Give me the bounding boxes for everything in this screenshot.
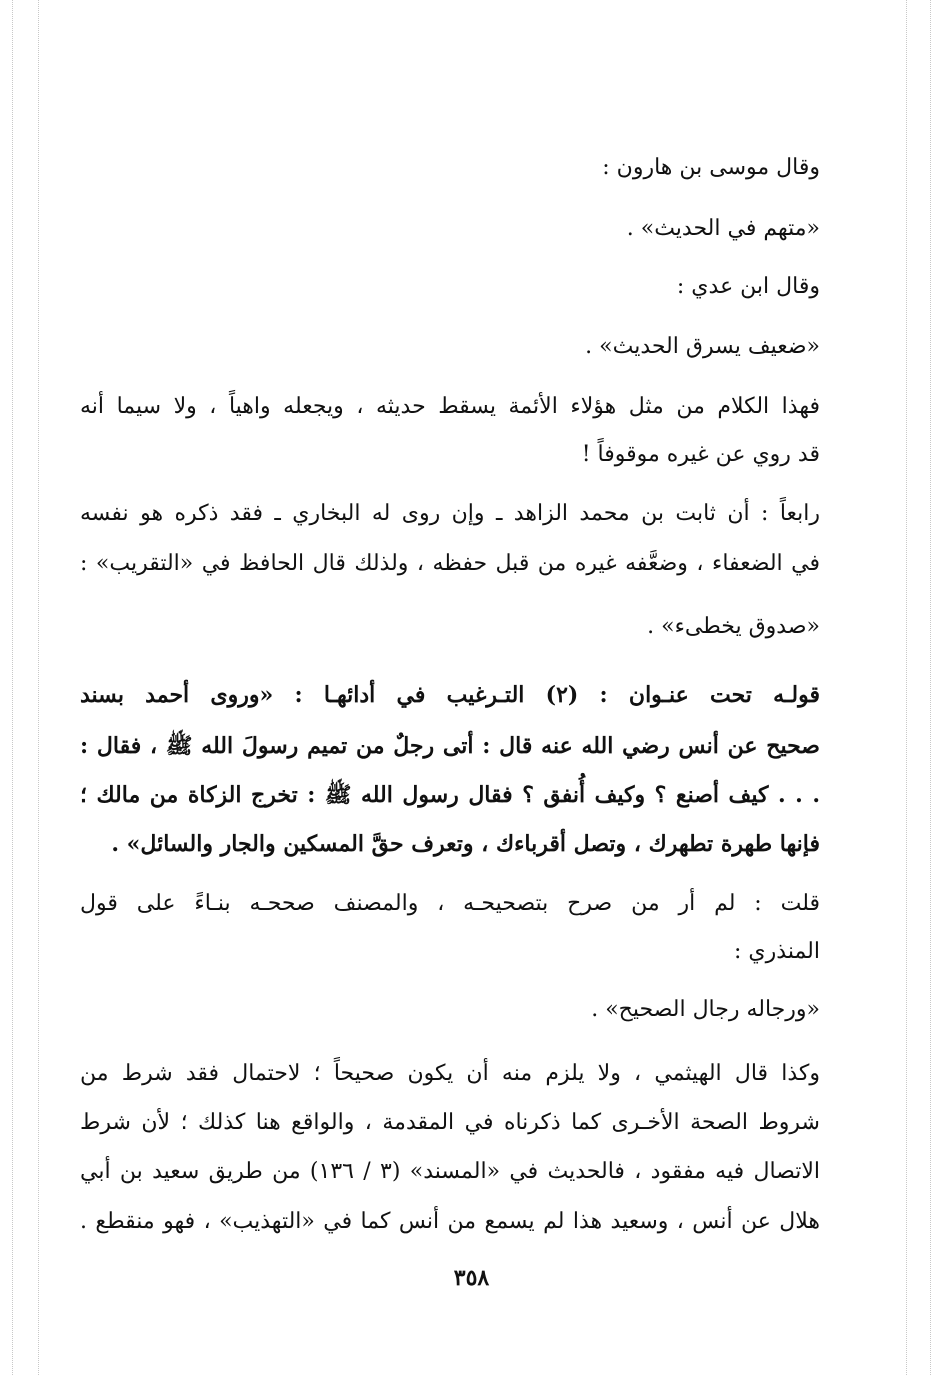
text-line: «صدوق يخطىء» . <box>647 614 820 639</box>
quoted-text-line: فإنها طهرة تطهرك ، وتصل أقرباءك ، وتعرف حقَّ المسكين والجار والسائل» . <box>111 831 820 857</box>
text-line: وقال ابن عدي : <box>676 274 820 299</box>
quoted-text-line: قولـه تحت عنـوان : (٢) التـرغيب في أدائهـا : «وروى أحمد بسند <box>80 682 820 708</box>
text-line: الاتصال فيه مفقود ، فالحديث في «المسند» (٣ / ١٣٦) من طريق سعيد بن أبي <box>80 1159 821 1184</box>
text-line: «ورجاله رجال الصحيح» . <box>591 997 820 1022</box>
scan-edge-left-inner <box>38 0 39 1375</box>
text-line: المنذري : <box>734 939 820 964</box>
text-line: «متهم في الحديث» . <box>626 216 820 241</box>
text-line: قلت : لم أر من صرح بتصحيحـه ، والمصنف صححـه بنـاءً على قول <box>80 891 820 916</box>
text-line: وقال موسى بن هارون : <box>602 155 820 180</box>
text-line: شروط الصحة الأخـرى كما ذكرناه في المقدمة ، والواقع هنا كذلك ؛ لأن شرط <box>80 1110 820 1135</box>
quoted-text-line: . . . كيف أصنع ؟ وكيف أُنفق ؟ فقال رسول الله ﷺ : تخرج الزكاة من مالك ؛ <box>80 782 820 808</box>
quoted-text-line: صحيح عن أنس رضي الله عنه قال : أتى رجلٌ من تميم رسولَ الله ﷺ ، فقال : <box>80 733 820 759</box>
text-line: قد روي عن غيره موقوفاً ! <box>581 442 820 467</box>
text-line: وكذا قال الهيثمي ، ولا يلزم منه أن يكون صحيحاً ؛ لاحتمال فقد شرط من <box>80 1061 820 1086</box>
text-line: في الضعفاء ، وضعَّفه غيره من قبل حفظه ، ولذلك قال الحافظ في «التقريب» : <box>80 551 820 576</box>
text-line: فهذا الكلام من مثل هؤلاء الأئمة يسقط حديثه ، ويجعله واهياً ، ولا سيما أنه <box>80 394 820 419</box>
text-line: هلال عن أنس ، وسعيد هذا لم يسمع من أنس كما في «التهذيب» ، فهو منقطع . <box>80 1209 820 1234</box>
text-line: رابعاً : أن ثابت بن محمد الزاهد ـ وإن روى له البخاري ـ فقد ذكره هو نفسه <box>80 501 820 526</box>
page-number: ٣٥٨ <box>453 1265 490 1291</box>
scan-edge-right-inner <box>906 0 907 1375</box>
scan-edge-right-outer <box>930 0 931 1375</box>
text-line: «ضعيف يسرق الحديث» . <box>585 334 820 359</box>
scan-edge-left-outer <box>12 0 13 1375</box>
